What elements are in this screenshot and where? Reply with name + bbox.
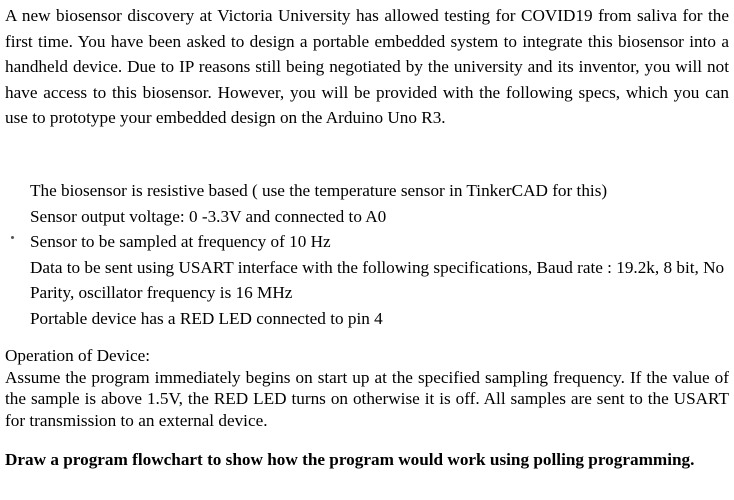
operation-body: Assume the program immediately begins on start up at the specified sampling frequency. If the value of the sample is above 1.5V, the RED LED turns on otherwise it is off. All samples are sent to the USART for transmission to an external device. <box>5 367 729 430</box>
intro-paragraph: A new biosensor discovery at Victoria University has allowed testing for COVID19 from saliva for the first time. You have been asked to design a portable embedded system to integrate this biosensor into a handheld device. Due to IP reasons still being negotiated by the university and its inventor, you will not have access to this biosensor. However, you will be provided with the following specs, which you can use to prototype your embedded design on the Arduino Uno R3. <box>5 6 729 127</box>
spec-item-usart: Data to be sent using USART interface with the following specifications, Baud rate : 19.2k, 8 bit, No Parity, oscillator frequency is 16 MHz <box>30 257 725 302</box>
operation-heading: Operation of Device: <box>5 346 151 365</box>
spec-item-red-led: Portable device has a RED LED connected to pin 4 <box>30 308 383 328</box>
spec-item-output-voltage: Sensor output voltage: 0 -3.3V and connected to A0 <box>30 206 387 226</box>
task-instruction: Draw a program flowchart to show how the program would work using polling programming. <box>5 450 695 469</box>
spec-item-sampling-frequency: Sensor to be sampled at frequency of 10 Hz <box>30 232 331 251</box>
spec-item-sensor-type: The biosensor is resistive based ( use the temperature sensor in TinkerCAD for this) <box>30 181 608 200</box>
operation-section <box>5 345 729 431</box>
spec-list <box>30 178 730 331</box>
bullet-mark <box>11 236 14 239</box>
